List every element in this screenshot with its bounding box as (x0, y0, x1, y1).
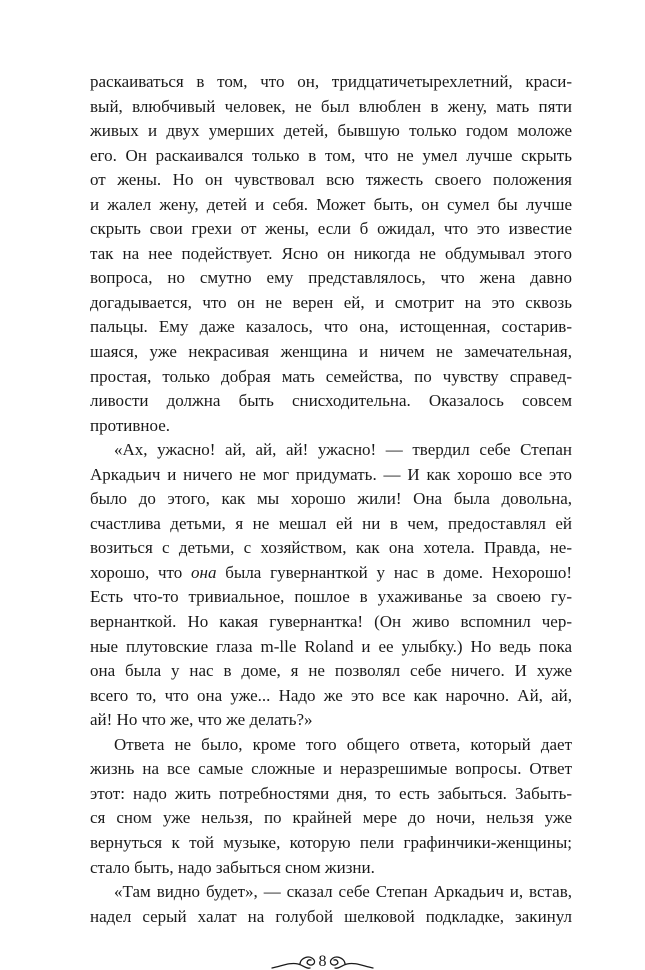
text-line: вый, влюбчивый человек, не был влюблен в жену, мать пяти (90, 96, 572, 116)
text-line: стало быть, надо забыться сном жизни. (90, 857, 375, 877)
text-line: вернанткой. Но какая гувернантка! (Он живо вспомнил чер- (90, 612, 572, 632)
text-line: от жены. Но он чувствовал всю тяжесть своего положения (90, 170, 572, 190)
text-line: всего то, что она уже... Надо же это все как нарочно. Ай, ай, (90, 685, 572, 705)
text-line: простая, только добрая мать семейства, по чувству справед- (90, 366, 572, 386)
text-line: живых и двух умерших детей, бывшую только годом моложе (90, 121, 572, 141)
text-line: ай! Но что же, что же делать?» (90, 710, 313, 730)
text-line: счастлива детьми, я не мешал ей ни в чем, предоставлял ей (90, 513, 572, 533)
text-line: вопроса, но смутно ему представлялось, что жена давно (90, 268, 572, 288)
text-line (90, 561, 572, 586)
text-line: Есть что-то тривиальное, пошлое в ухаживанье за своею гу- (90, 587, 572, 607)
text-line: ливости должна быть снисходительна. Оказалось совсем (90, 391, 572, 411)
text-line: его. Он раскаивался только в том, что не умел лучше скрыть (90, 145, 572, 165)
text-line: жизнь на все самые сложные и неразрешимые вопросы. Ответ (90, 759, 572, 779)
text-line: и жалел жену, детей и себя. Может быть, он сумел бы лучше (90, 194, 572, 214)
text-line: пальцы. Ему даже казалось, что она, истощенная, состарив- (90, 317, 572, 337)
text-line: возиться с детьми, с хозяйством, как она хотела. Правда, не- (90, 538, 572, 558)
page-number: 8 (318, 953, 327, 970)
text-line: противное. (90, 415, 171, 435)
emphasis-text: она (191, 562, 217, 582)
text-segment: была гувернанткой у нас в доме. Нехорошо! (216, 562, 572, 582)
text-line: Ответа не было, кроме того общего ответа, который дает (114, 734, 572, 754)
text-line: догадывается, что он не верен ей, и смотрит на это сквозь (90, 292, 572, 312)
text-line: было до этого, как мы хорошо жили! Она была довольна, (90, 489, 572, 509)
text-line: вернуться к той музыке, которую пели графинчики-женщины; (90, 832, 572, 852)
text-line: скрыть свои грехи от жены, если б ожидал, что это известие (90, 219, 572, 239)
text-line: она была у нас в доме, я не позволял себе ничего. И хуже (90, 661, 572, 681)
text-line: раскаиваться в том, что он, тридцатичетырехлетний, краси- (90, 72, 572, 91)
text-line: ся сном уже нельзя, по крайней мере до ночи, нельзя уже (90, 808, 572, 828)
body-text (90, 70, 572, 929)
text-line: ные плутовские глаза m-lle Roland и ее улыбку.) Но ведь пока (90, 636, 572, 656)
text-line: «Ах, ужасно! ай, ай, ай! ужасно! — твердил себе Степан (114, 440, 572, 460)
text-line: этот: надо жить потребностями дня, то есть забыться. Забыть- (90, 783, 572, 803)
page-footer (0, 946, 645, 970)
text-segment: хорошо, что (90, 562, 192, 582)
text-line: надел серый халат на голубой шелковой подкладке, закинул (90, 906, 572, 926)
text-line: Аркадьич и ничего не мог придумать. — И как хорошо все это (90, 464, 572, 484)
text-line: так на нее подействует. Ясно он никогда не обдумывал этого (90, 243, 572, 263)
text-line: «Там видно будет», — сказал себе Степан Аркадьич и, встав, (114, 882, 572, 902)
text-line: шаяся, уже некрасивая женщина и ничем не замечательная, (90, 342, 572, 362)
